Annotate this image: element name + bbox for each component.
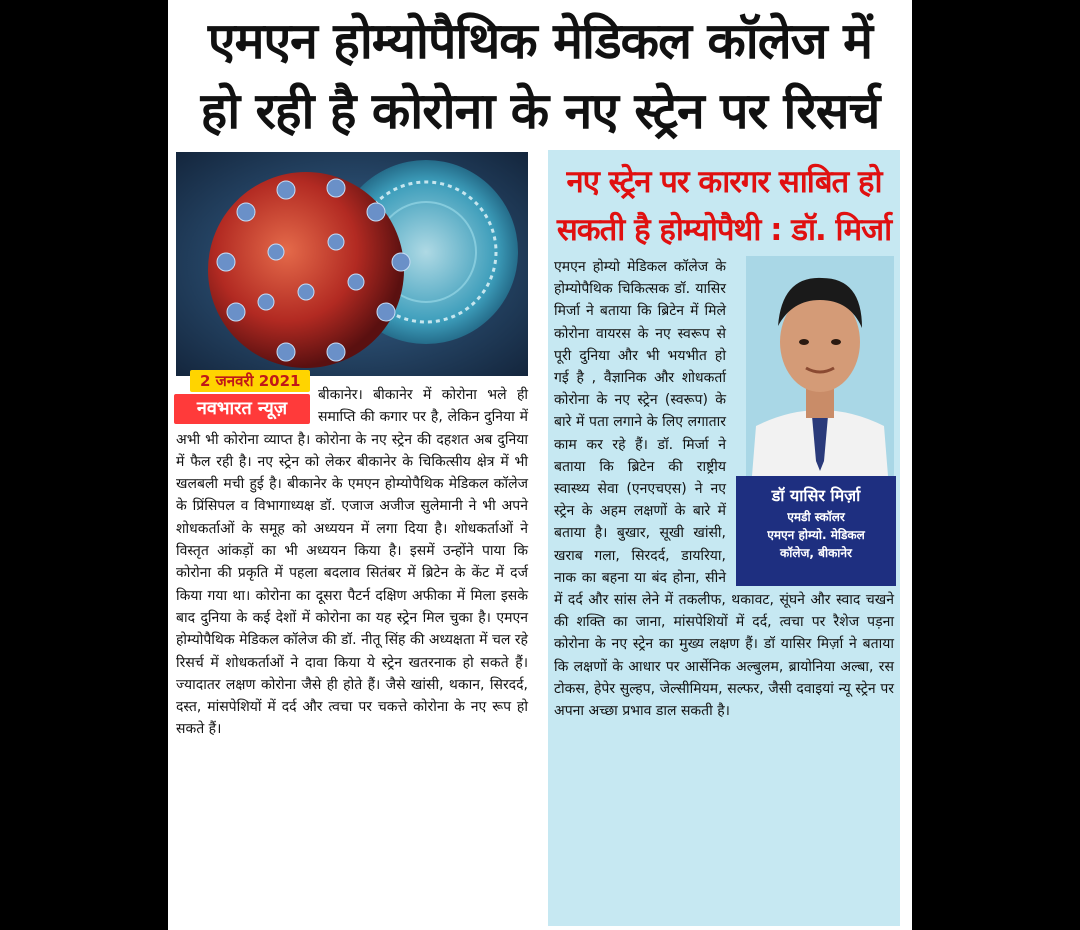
headline-line-1: एमएन होम्योपैथिक मेडिकल कॉलेज में [207, 12, 873, 70]
left-article-body [176, 384, 528, 741]
photo-wrap-spacer [726, 256, 894, 588]
doctor-name: डॉ यासिर मिर्ज़ा [771, 486, 861, 505]
left-article-text: बीकानेर। बीकानेर में कोरोना भले ही समाप्ति की कगार पर है, लेकिन दुनिया में अभी भी कोरोना व्याप्त है। कोरोना के नए स्ट्रेन की दहशत अब दुनिया में फैल रही है। नए स्ट्रेन को लेकर बीकानेर के चिकित्सीय क्षेत्र में भी खलबली मची हुई है। बीकानेर के एमएन होम्योपैथिक मेडिकल कॉलेज के प्रिंसिपल व विभागाध्यक्ष डॉ. एजाज अजीज सुलेमानी ने भी अपने शोधकर्ताओं के समूह को अध्ययन में लगा दिया है। शोधकर्ताओं ने विस्तृत आंकड़ों का भी अध्ययन किया है। इसमें उन्होंने पाया कि कोरोना की प्रकृति में पहला बदलाव सितंबर में ब्रिटेन के केंट में दर्ज किया गया था। कोरोना का दूसरा पैटर्न दक्षिण अफीका में मिला इसके बाद दुनिया के कई देशों में कोरोना का यह स्ट्रेन मिल चुका है। एमएन होम्योपैथिक मेडिकल कॉलेज की डॉ. नीतू सिंह की अध्यक्षता में चल रहे रिसर्च में शोधकर्ताओं ने दावा किया ये स्ट्रेन खतरनाक हो सकते हैं। ज्यादातर लक्षण कोरोना जैसे ही होते हैं। जैसे खांसी, थकान, सिरदर्द, दस्त, मांसपेशियों में दर्द और त्वचा पर चकत्ते कोरोना के नए रूप हो सकते हैं। [176, 387, 528, 738]
headline-line-2: हो रही है कोरोना के नए स्ट्रेन पर रिसर्च [200, 82, 880, 140]
side-article-text: एमएन होम्यो मेडिकल कॉलेज के होम्योपैथिक चिकित्सक डॉ. यासिर मिर्जा ने बताया कि ब्रिटेन में मिले कोरोना वायरस के नए स्वरूप से पूरी दुनिया और भी भयभीत हो गई है , वैज्ञानिक और शोधकर्ता कोरोना के नए स्ट्रेन (स्वरूप) के बारे में पता लगाने के लिए लगातार काम कर रहे हैं। डॉ. मिर्जा ने बताया कि ब्रिटेन की राष्ट्रीय स्वास्थ्य सेवा (एनएचएस) ने नए स्ट्रेन के अहम लक्षणों के बारे में बताया है। बुखार, सूखी खांसी, खराब गला, सिरदर्द, डायरिया, नाक का बहना या बंद होना, सीने में दर्द और सांस लेने में तकलीफ, थकावट, सूंघने और स्वाद चखने की शक्ति का जाना, मांसपेशियों में दर्द, त्वचा पर रैशेज पड़ना कोरोना के नए स्ट्रेन का मुख्य लक्षण हैं। डॉ यासिर मिर्ज़ा ने बताया कि लक्षणों के आधार पर आर्सेनिक अल्बुलम, ब्रायोनिया अल्बा, रस टोकस, हेपेर सुल्हप, जेल्सीमियम, सल्फर, जैसी दवाइयां न्यू स्ट्रेन पर अपना अच्छा प्रभाव डाल सकती है। [554, 259, 894, 720]
side-article-title [548, 158, 900, 254]
newspaper-clipping [168, 0, 912, 930]
coronavirus-image [176, 152, 528, 376]
brand-label: नवभारत न्यूज़ [174, 394, 310, 424]
side-article-panel [548, 150, 900, 926]
headline [168, 6, 912, 146]
side-title-line-2: सकती है होम्योपैथी : डॉ. मिर्जा [556, 212, 892, 248]
text-wrap-spacer [176, 384, 318, 426]
side-title-line-1: नए स्ट्रेन पर कारगर साबित हो [566, 164, 882, 200]
date-label: 2 जनवरी 2021 [190, 370, 310, 392]
side-article-body [554, 256, 894, 722]
doctor-institution-line-1: एमएन होम्यो. मेडिकल [767, 528, 865, 542]
doctor-institution-line-2: कॉलेज, बीकानेर [780, 546, 852, 560]
doctor-title: एमडी स्कॉलर [787, 510, 845, 524]
